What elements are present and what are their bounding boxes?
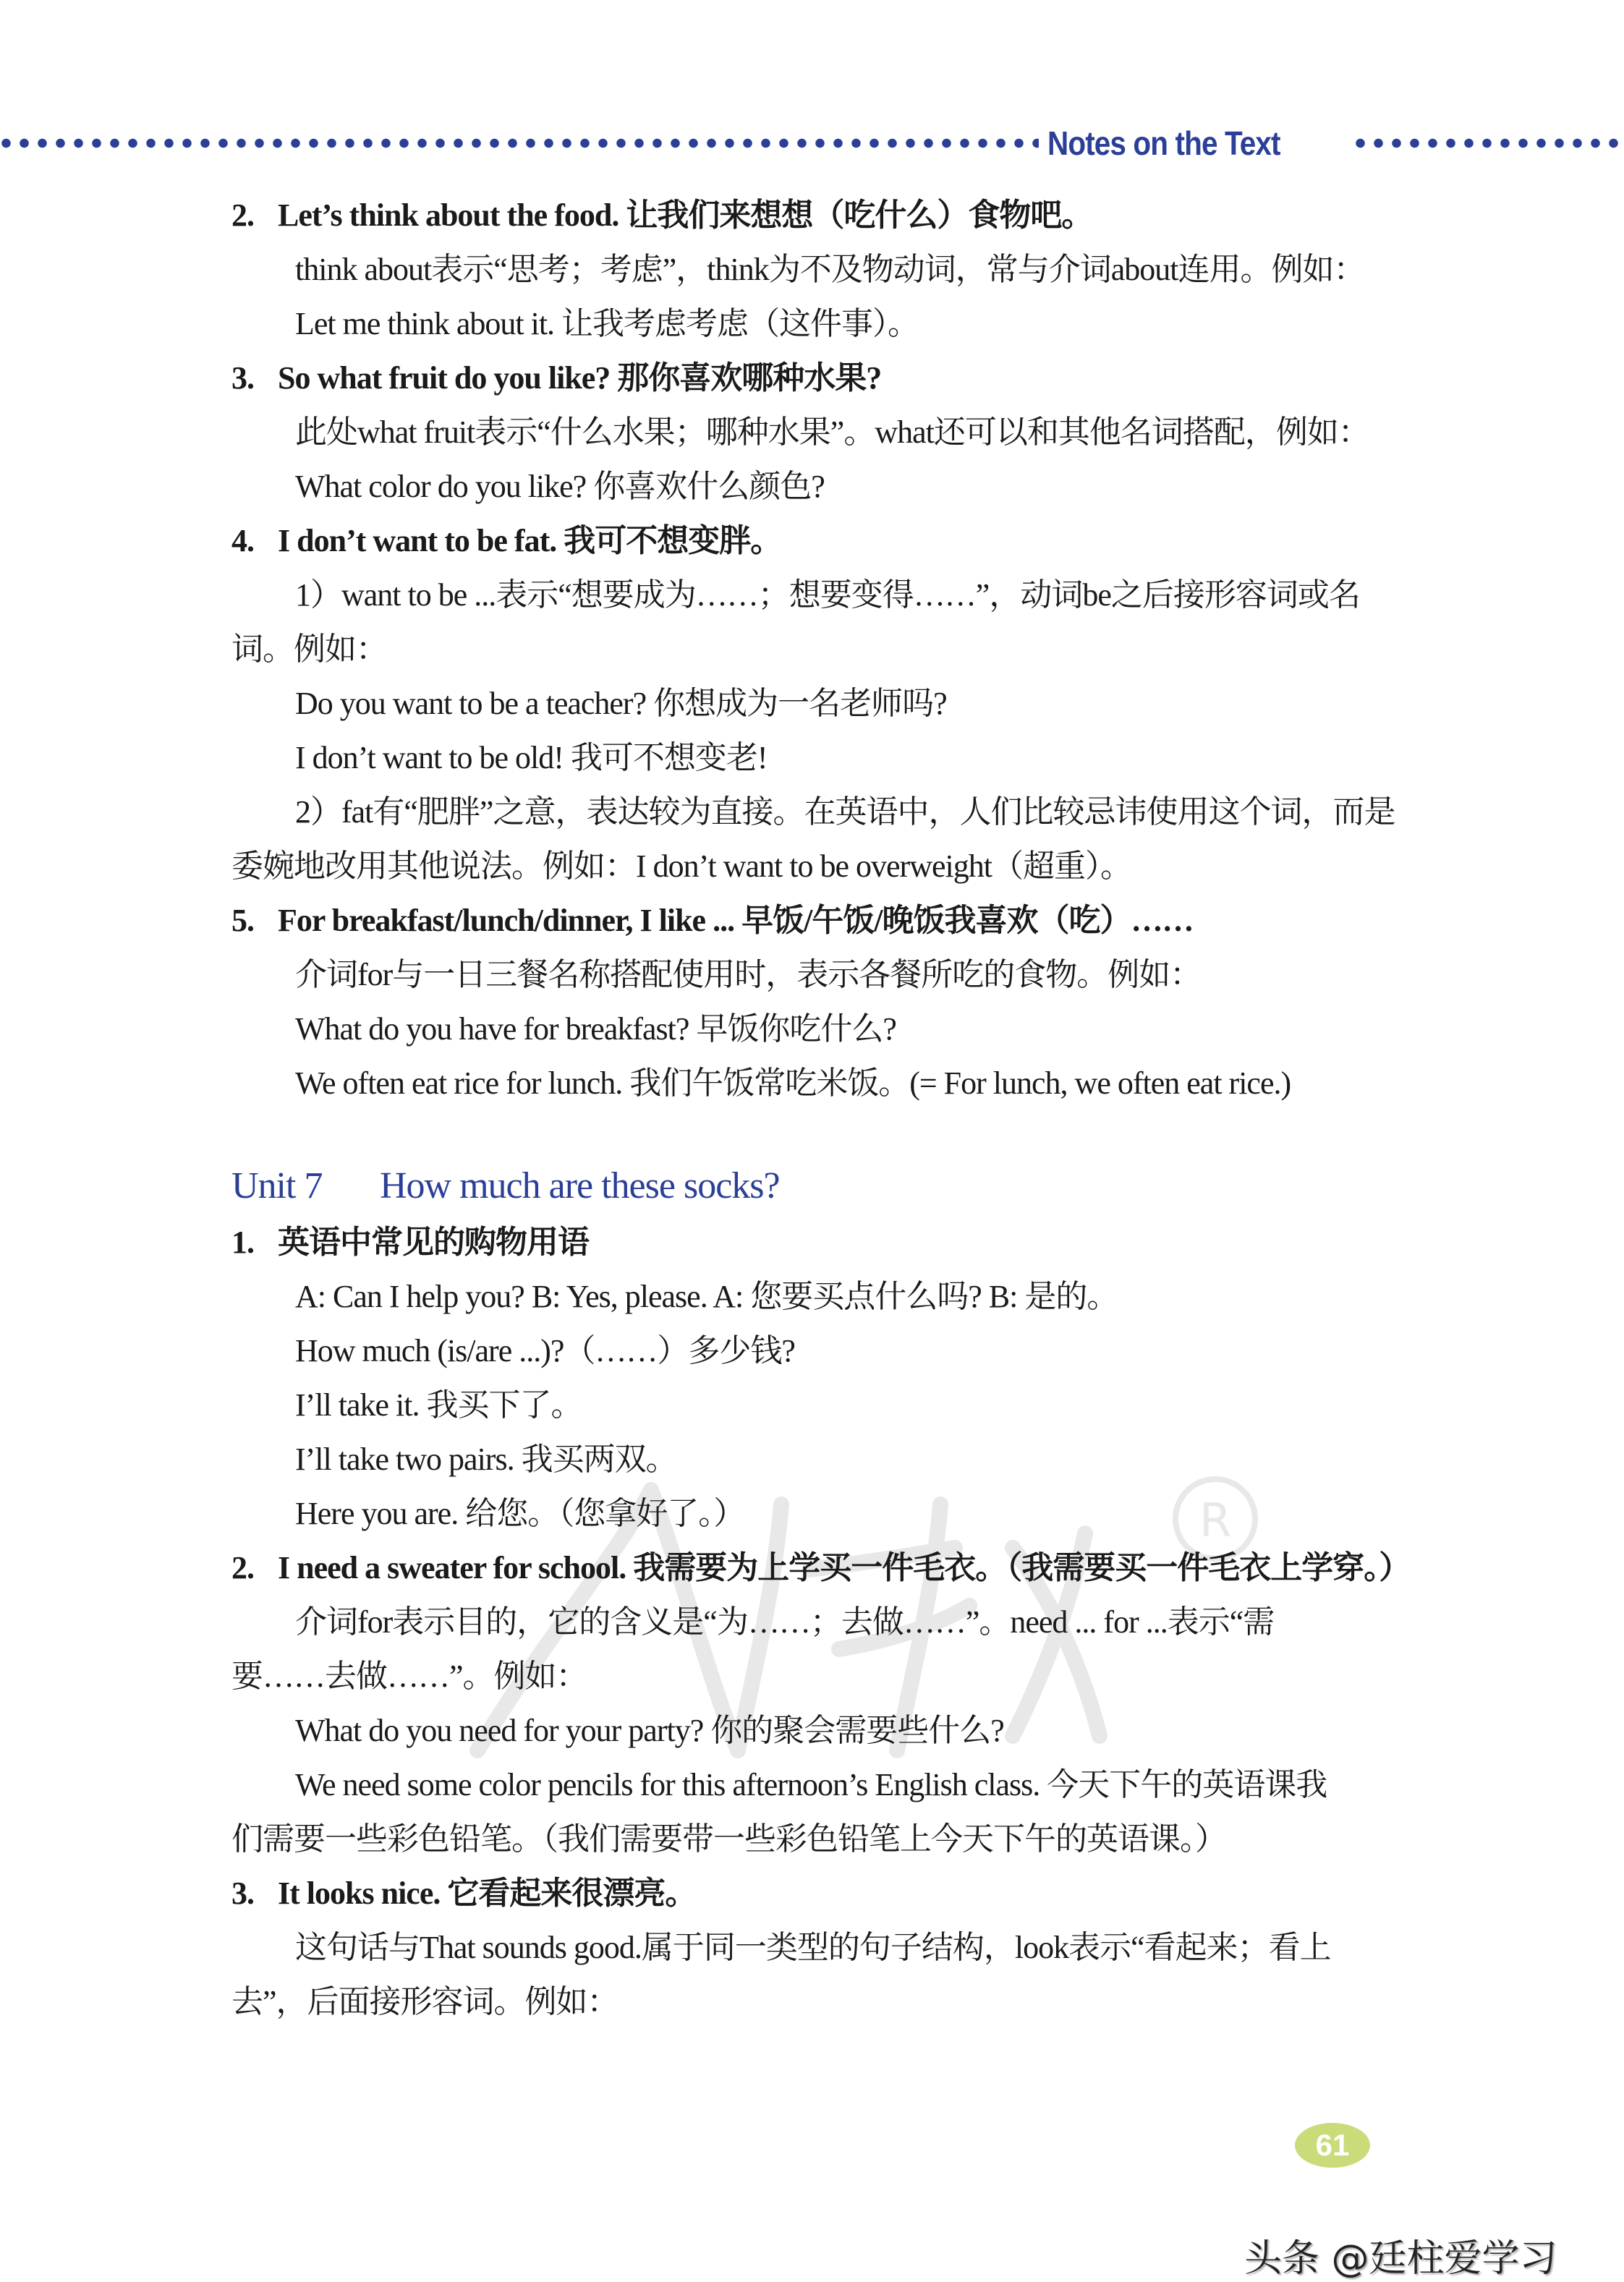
note-example: Let me think about it. 让我考虑考虑（这件事）。 <box>295 306 919 341</box>
note-heading: 1. 英语中常见的购物用语 <box>231 1225 589 1260</box>
dotted-rule-right <box>1351 138 1624 148</box>
source-watermark-text: 头条 @廷柱爱学习 <box>1244 2237 1557 2281</box>
note-line: think about表示“思考；考虑”，think为不及物动词，常与介词about连用。例如： <box>295 252 1365 287</box>
note-line: 此处what fruit表示“什么水果；哪种水果”。what还可以和其他名词搭配，例如： <box>295 414 1369 450</box>
note-example: What do you have for breakfast? 早饭你吃什么? <box>295 1011 896 1047</box>
note-line: 要……去做……”。例如： <box>231 1659 587 1694</box>
unit-title: How much are these socks? <box>380 1165 780 1206</box>
note-example: I’ll take it. 我买下了。 <box>295 1387 582 1423</box>
note-example: Do you want to be a teacher? 你想成为一名老师吗? <box>295 686 947 721</box>
note-heading: 3. It looks nice. 它看起来很漂亮。 <box>231 1876 697 1911</box>
note-example: Here you are. 给您。（您拿好了。） <box>295 1496 745 1531</box>
note-heading: 2. I need a sweater for school. 我需要为上学买一件毛衣。（我需要买一件毛衣上学穿。） <box>231 1550 1411 1585</box>
note-line: 委婉地改用其他说法。例如：I don’t want to be overweight（超重）。 <box>231 848 1131 884</box>
note-example: How much (is/are ...)?（……）多少钱? <box>295 1333 795 1368</box>
notes-content <box>231 188 1461 2029</box>
note-example: We often eat rice for lunch. 我们午饭常吃米饭。(= For lunch, we often eat rice.) <box>295 1065 1291 1101</box>
unit-number: Unit 7 <box>231 1165 323 1206</box>
note-line: 介词for与一日三餐名称搭配使用时，表示各餐所吃的食物。例如： <box>295 957 1202 992</box>
page-number-badge: 61 <box>1295 2123 1370 2168</box>
note-example: What do you need for your party? 你的聚会需要些什么? <box>295 1713 1004 1748</box>
note-heading: 5. For breakfast/lunch/dinner, I like ... 早饭/午饭/晚饭我喜欢（吃）…… <box>231 903 1194 938</box>
dotted-rule-left <box>0 138 1039 148</box>
note-line: 这句话与That sounds good.属于同一类型的句子结构，look表示“看起来；看上 <box>295 1930 1331 1965</box>
note-line: 2）fat有“肥胖”之意，表达较为直接。在英语中，人们比较忌讳使用这个词，而是 <box>295 794 1395 830</box>
note-example: I’ll take two pairs. 我买两双。 <box>295 1442 677 1477</box>
note-line: 1）want to be ...表示“想要成为……；想要变得……”，动词be之后接形容词或名 <box>295 577 1360 613</box>
section-title: Notes on the Text <box>1047 124 1280 162</box>
note-heading: 2. Let’s think about the food. 让我们来想想（吃什么）食物吧。 <box>231 197 1093 233</box>
svg-text:R: R <box>1199 1494 1232 1548</box>
note-example: I don’t want to be old! 我可不想变老! <box>295 740 768 775</box>
note-line: 词。例如： <box>231 631 387 667</box>
unit-heading <box>231 1157 1461 1215</box>
note-line: 介词for表示目的，它的含义是“为……；去做……”。need ... for ...表示“需 <box>295 1604 1275 1640</box>
note-example: What color do you like? 你喜欢什么颜色? <box>295 469 825 504</box>
note-example: 们需要一些彩色铅笔。（我们需要带一些彩色铅笔上今天下午的英语课。） <box>231 1821 1226 1857</box>
note-example: We need some color pencils for this afternoon’s English class. 今天下午的英语课我 <box>295 1767 1327 1802</box>
note-example: A: Can I help you? B: Yes, please. A: 您要买点什么吗? B: 是的。 <box>295 1279 1118 1314</box>
note-heading: 4. I don’t want to be fat. 我可不想变胖。 <box>231 523 782 558</box>
note-line: 去”，后面接形容词。例如： <box>231 1984 618 2019</box>
running-header <box>0 122 1624 165</box>
note-heading: 3. So what fruit do you like? 那你喜欢哪种水果? <box>231 360 882 396</box>
